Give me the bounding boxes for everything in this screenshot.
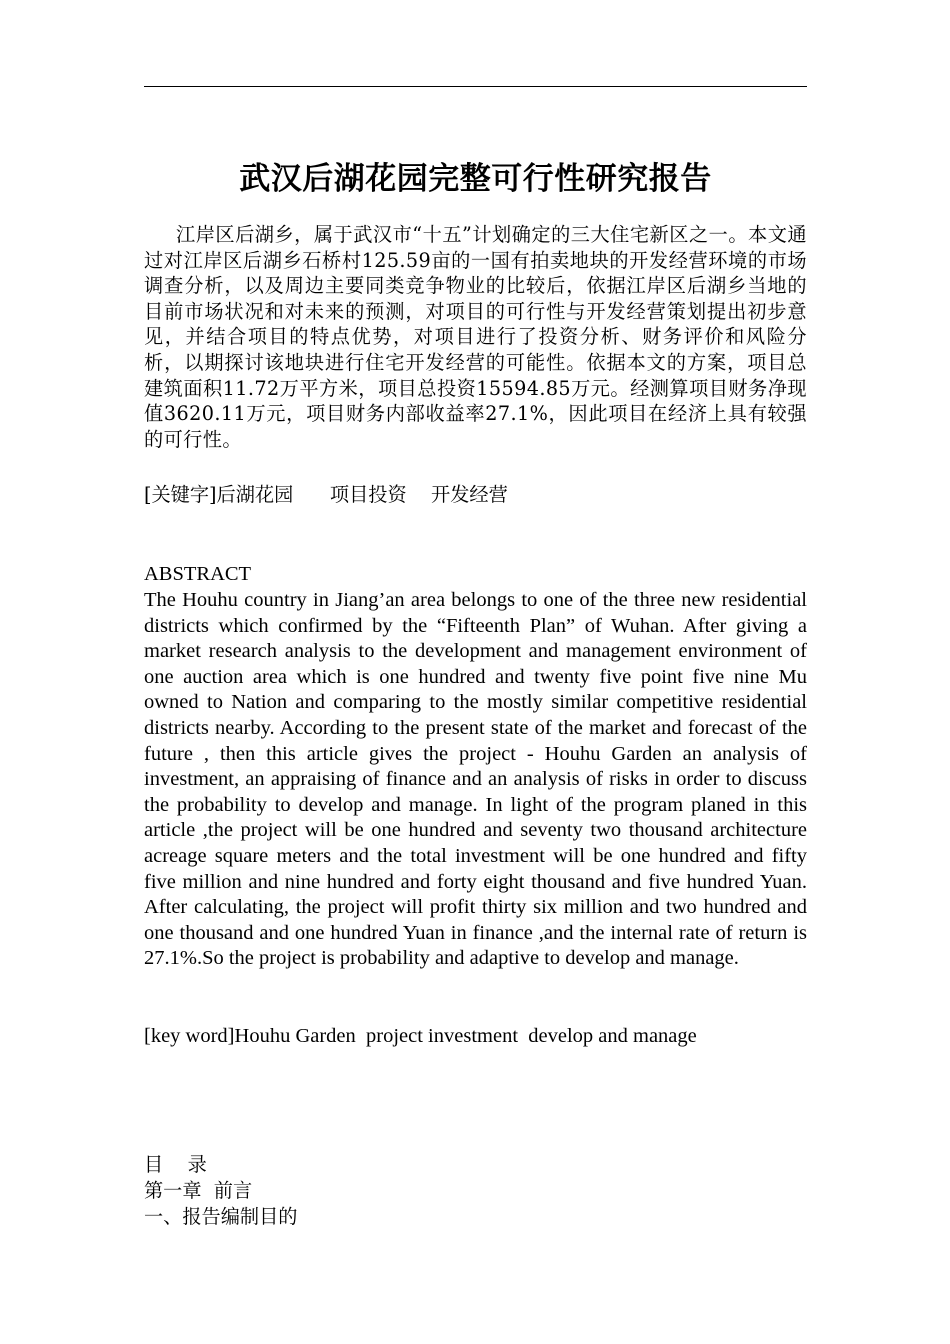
document-title: 武汉后湖花园完整可行性研究报告 <box>239 161 712 197</box>
english-abstract: The Houhu country in Jiang’an area belongs to one of the three new residential districts which confirmed by the “Fifteenth Plan” of Wuhan. After giving a market research analysis to the development and management environment of one auction area which is one hundred and twenty five point five nine Mu owned to Nation and comparing to the mostly similar competitive residential districts nearby. According to the present state of the market and forecast of the future , then this article gives the project - Houhu Garden an analysis of investment, an appraising of finance and an analysis of risks in order to discuss the probability to develop and manage. In light of the program planed in this article ,the project will be one hundred and seventy two thousand architecture acreage square meters and the total investment will be one hundred and fifty five million and nine hundred and forty eight thousand and five hundred Yuan. After calculating, the project will profit thirty six million and two hundred and one thousand and one hundred Yuan in finance ,and the internal rate of return is 27.1%.So the project is probability and adaptive to develop and manage. <box>144 589 807 970</box>
chinese-abstract: 江岸区后湖乡，属于武汉市“十五”计划确定的三大住宅新区之一。本文通过对江岸区后湖乡石桥村125.59亩的一国有拍卖地块的开发经营环境的市场调查分析，以及周边主要同类竞争物业的比较后，依据江岸区后湖乡当地的目前市场状况和对未来的预测，对项目的可行性与开发经营策划提出初步意见，并结合项目的特点优势，对项目进行了投资分析、财务评价和风险分析，以期探讨该地块进行住宅开发经营的可能性。依据本文的方案，项目总建筑面积11.72万平方米，项目总投资15594.85万元。经测算项目财务净现值3620.11万元，项目财务内部收益率27.1%，因此项目在经济上具有较强的可行性。 <box>144 223 807 451</box>
english-keywords: [key word]Houhu Garden project investment develop and manage <box>144 1025 697 1047</box>
abstract-heading: ABSTRACT <box>144 563 252 585</box>
toc-chapter-1: 第一章 前言 <box>144 1179 253 1202</box>
toc-section-1: 一、报告编制目的 <box>144 1205 298 1228</box>
chinese-keywords: [关键字]后湖花园 项目投资 开发经营 <box>144 483 508 506</box>
header-rule <box>144 86 807 87</box>
toc-heading: 目 录 <box>144 1153 207 1176</box>
